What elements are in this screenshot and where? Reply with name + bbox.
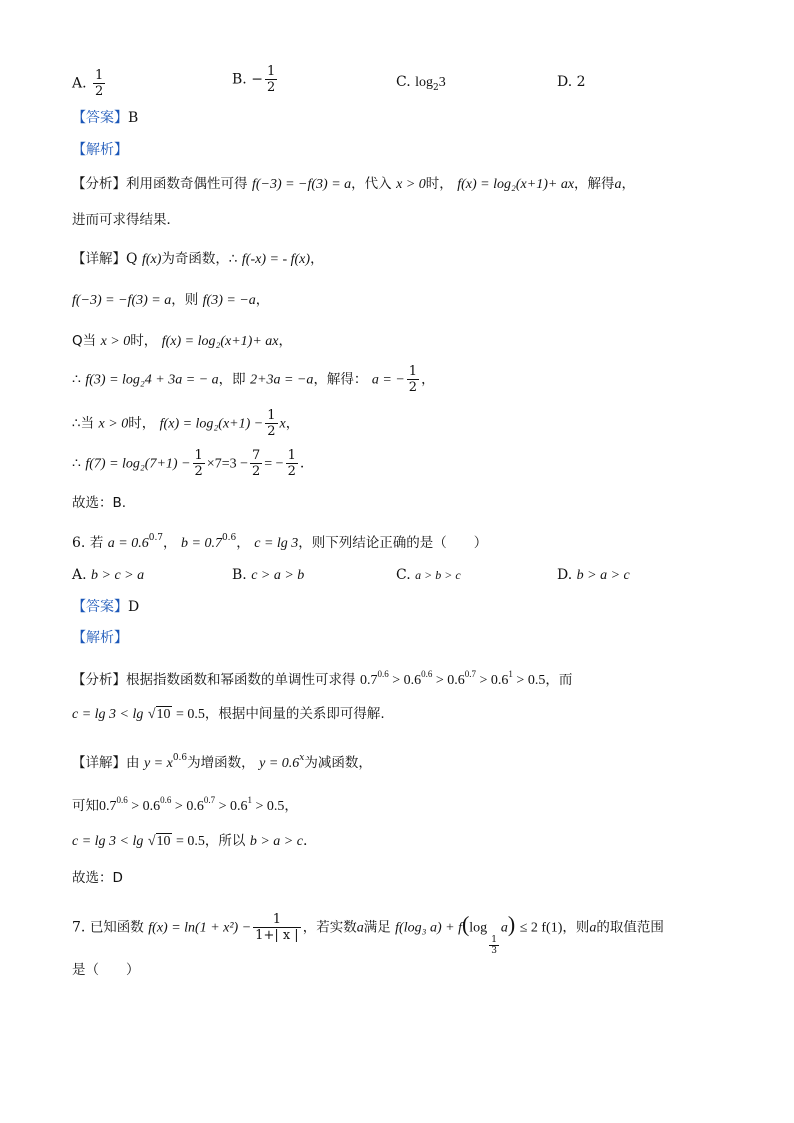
option-label: B.: [232, 71, 247, 88]
answer-tag: 【答案】: [72, 110, 128, 126]
fraction: $\frac{1}{1+| x |}$: [255, 912, 299, 943]
q6-xiangjie-line-1: 【详解】由 $y = x^{0.6}$为增函数， $y = 0.6^x$为减函数，: [72, 753, 372, 771]
fraction: $\frac{1}{2}$: [194, 448, 203, 479]
option-label: C.: [396, 74, 411, 90]
xiangjie-line-5: ∴当 x > 0时， f(x) = log₂(x+1) − $\frac{1}{2}$ x，: [72, 408, 300, 439]
question-6-stem: 6. 若 $a = 0.6^{0.7}$， $b = 0.7^{0.6}$， c = lg 3，则下列结论正确的是（ ）: [72, 533, 488, 551]
xiangjie-line-6: ∴ f(7) = log₂(7+1) − $\frac{1}{2}$ ×7=3 − $\frac{7}{2}$ = − $\frac{1}{2}$ .: [72, 448, 305, 479]
option-c: C. $\log_23$: [396, 74, 446, 93]
fenxi-line-1: 【分析】利用函数奇偶性可得 f(−3) = −f(3) = a，代入 x > 0时， f(x) = log₂(x+1)+ ax，解得a，: [72, 176, 636, 192]
q6-conclusion-line: 故选：D: [72, 870, 123, 886]
q6-answer-line: 【答案】D: [72, 599, 140, 615]
q6-option-a: A. b > c > a: [72, 567, 145, 583]
option-label: D.: [557, 74, 573, 90]
xiangjie-line-3: Q当 x > 0时， f(x) = log₂(x+1)+ ax，: [72, 333, 292, 349]
answer-line: [72, 108, 138, 128]
fraction: $\frac{1}{2}$: [266, 64, 276, 95]
log-base-fraction: $\frac{1}{3}$: [491, 934, 497, 956]
analysis-heading: 【解析】: [72, 142, 128, 158]
fenxi-line-2: 进而可求得结果．: [72, 212, 180, 228]
option-a: [72, 68, 107, 99]
q6-analysis-heading: 【解析】: [72, 630, 128, 646]
question-number: 6.: [72, 535, 86, 551]
conclusion-line: 故选：B.: [72, 495, 127, 511]
fraction: $\frac{1}{2}$: [408, 364, 418, 395]
answer-value: B: [128, 110, 139, 126]
option-d: D. 2: [557, 74, 586, 90]
q6-fenxi-line-1: 【分析】根据指数函数和幂函数的单调性可求得 $0.7^{0.6} > 0.6^{0.6} > 0.6^{0.7} > 0.6^1 > 0.5$，而: [72, 669, 573, 688]
q6-xiangjie-line-3: c = lg 3 < lg √10 = 0.5，所以 b > a > c.: [72, 833, 308, 849]
question-7-stem: 7. 已知函数 f(x) = ln(1 + x²) − $\frac{1}{1+| x |}$ ，若实数a满足 f(log₃ a) + f(log $\frac{1}{3}$ a) ≤ 2 f(1)，则a的取值范围: [72, 911, 664, 956]
fraction: $\frac{1}{2}$: [267, 408, 276, 439]
sqrt-expr: √10: [147, 707, 171, 722]
fraction: $\frac{1}{2}$: [287, 448, 296, 479]
question-7-stem-cont: 是（ ）: [72, 962, 140, 978]
inequality-chain: $0.7^{0.6} > 0.6^{0.6} > 0.6^{0.7} > 0.6^1 > 0.5$: [99, 795, 285, 814]
fraction: $\frac{1}{2}$: [95, 68, 104, 99]
q6-option-d: D. b > a > c: [557, 567, 630, 583]
inequality-chain: $0.7^{0.6} > 0.6^{0.6} > 0.6^{0.7} > 0.6^1 > 0.5$: [359, 669, 546, 688]
fraction: $\frac{7}{2}$: [251, 448, 261, 479]
sqrt-expr: √10: [147, 834, 171, 849]
xiangjie-line-1: 【详解】Q f(x)为奇函数，∴ f(-x) = - f(x)，: [72, 251, 324, 267]
fenxi-tag: 【分析】: [72, 176, 126, 192]
option-b: B. − $\frac{1}{2}$: [232, 64, 276, 95]
q6-option-b: B. c > a > b: [232, 567, 305, 583]
xiangjie-tag: 【详解】: [72, 251, 126, 267]
option-label: A.: [72, 75, 87, 92]
q6-xiangjie-line-2: 可知$0.7^{0.6} > 0.6^{0.6} > 0.6^{0.7} > 0.6^1 > 0.5$，: [72, 795, 298, 814]
xiangjie-line-4: ∴ f(3) = log₂4 + 3a = − a，即 2+3a = −a，解得： a = − $\frac{1}{2}$ ，: [72, 364, 435, 395]
q6-fenxi-line-2: c = lg 3 < lg √10 = 0.5，根据中间量的关系即可得解.: [72, 706, 385, 722]
xiangjie-line-2: f(−3) = −f(3) = a，则 f(3) = −a，: [72, 292, 270, 308]
q6-option-c: C. a > b > c: [396, 567, 461, 583]
